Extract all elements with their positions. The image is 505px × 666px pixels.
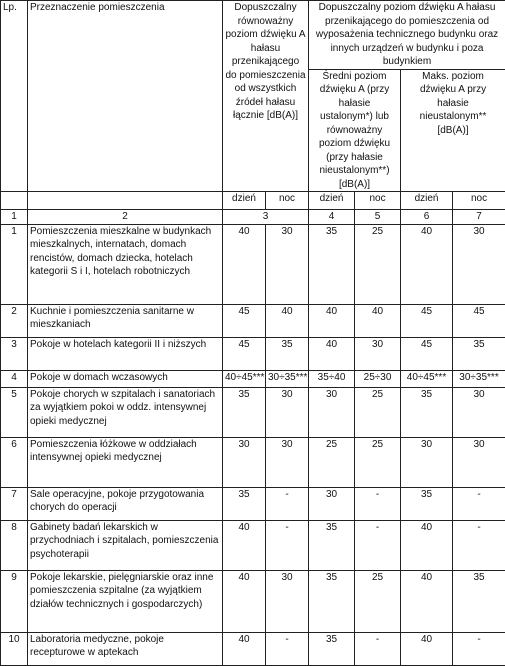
noise-value: 45 bbox=[223, 337, 266, 370]
header-day: dzień bbox=[309, 192, 355, 210]
header-day: dzień bbox=[223, 192, 266, 210]
noise-value: 35 bbox=[453, 337, 505, 370]
table-row bbox=[1, 520, 505, 570]
noise-value: 30 bbox=[309, 487, 355, 520]
noise-value: 25 bbox=[355, 387, 401, 437]
noise-value: 30 bbox=[453, 387, 505, 437]
noise-value: 35 bbox=[266, 337, 309, 370]
noise-value: 40 bbox=[223, 224, 266, 304]
noise-value: 35 bbox=[223, 487, 266, 520]
noise-value: 40 bbox=[266, 304, 309, 337]
noise-value: 40 bbox=[401, 224, 453, 304]
room-purpose: Laboratoria medyczne, pokoje recepturowe w aptekach bbox=[28, 632, 223, 665]
column-number: 5 bbox=[355, 210, 401, 225]
noise-value: 25 bbox=[309, 437, 355, 487]
noise-value: 40 bbox=[401, 632, 453, 665]
table-row bbox=[1, 304, 505, 337]
noise-value: 30 bbox=[401, 437, 453, 487]
header-day: dzień bbox=[401, 192, 453, 210]
room-purpose: Sale operacyjne, pokoje przygotowania chorych do operacji bbox=[28, 487, 223, 520]
noise-value: 35 bbox=[401, 387, 453, 437]
noise-value: 40÷45*** bbox=[401, 370, 453, 387]
noise-value: 30÷35*** bbox=[453, 370, 505, 387]
noise-value: - bbox=[266, 632, 309, 665]
noise-value: - bbox=[355, 520, 401, 570]
row-number: 8 bbox=[1, 520, 28, 570]
noise-value: 30 bbox=[266, 224, 309, 304]
noise-value: 35 bbox=[223, 387, 266, 437]
noise-value: 30 bbox=[266, 437, 309, 487]
column-number: 1 bbox=[1, 210, 28, 225]
room-purpose: Pokoje chorych w szpitalach i sanatoriach za wyjątkiem pokoi w oddz. intensywnej opieki medycznej bbox=[28, 387, 223, 437]
room-purpose: Pokoje w domach wczasowych bbox=[28, 370, 223, 387]
row-number: 6 bbox=[1, 437, 28, 487]
noise-value: 35 bbox=[309, 224, 355, 304]
column-number: 6 bbox=[401, 210, 453, 225]
row-number: 3 bbox=[1, 337, 28, 370]
noise-value: 35 bbox=[309, 570, 355, 632]
table-row bbox=[1, 370, 505, 387]
row-number: 4 bbox=[1, 370, 28, 387]
header-spacer bbox=[1, 192, 28, 210]
noise-value: 45 bbox=[401, 304, 453, 337]
row-number: 10 bbox=[1, 632, 28, 665]
noise-value: - bbox=[266, 487, 309, 520]
table-row bbox=[1, 224, 505, 304]
column-number: 4 bbox=[309, 210, 355, 225]
noise-value: 35 bbox=[309, 632, 355, 665]
noise-value: - bbox=[453, 632, 505, 665]
noise-value: 25 bbox=[355, 570, 401, 632]
header-max-level: Maks. poziom dźwięku A przy hałasie nieustalonym** [dB(A)] bbox=[401, 69, 505, 192]
row-number: 5 bbox=[1, 387, 28, 437]
row-number: 2 bbox=[1, 304, 28, 337]
noise-value: 30 bbox=[355, 337, 401, 370]
noise-value: 25÷30 bbox=[355, 370, 401, 387]
row-number: 9 bbox=[1, 570, 28, 632]
header-equipment-noise: Dopuszczalny poziom dźwięku A hałasu przenikającego do pomieszczenia od wyposażenia technicznego budynku oraz innych urządzeń w budynku i poza budynkiem bbox=[309, 1, 505, 70]
room-purpose: Pomieszczenia mieszkalne w budynkach mieszkalnych, internatach, domach rencistów, domach dziecka, hotelach kategorii S i I, hotelach robotniczych bbox=[28, 224, 223, 304]
header-night: noc bbox=[453, 192, 505, 210]
noise-value: 30 bbox=[453, 224, 505, 304]
noise-value: 45 bbox=[453, 304, 505, 337]
table-row bbox=[1, 437, 505, 487]
header-night: noc bbox=[266, 192, 309, 210]
table-row bbox=[1, 337, 505, 370]
noise-value: 40 bbox=[309, 304, 355, 337]
header-spacer bbox=[28, 192, 223, 210]
noise-value: 30 bbox=[266, 387, 309, 437]
noise-value: - bbox=[355, 632, 401, 665]
room-purpose: Pokoje lekarskie, pielęgniarskie oraz inne pomieszczenia szpitalne (za wyjątkiem działów technicznych i gospodarczych) bbox=[28, 570, 223, 632]
header-average-level: Średni poziom dźwięku A (przy hałasie ustalonym*) lub równoważny poziom dźwięku (przy hałasie nieustalonym**) [dB(A)] bbox=[309, 69, 401, 192]
noise-value: 30 bbox=[223, 437, 266, 487]
noise-value: 45 bbox=[401, 337, 453, 370]
noise-value: - bbox=[266, 520, 309, 570]
noise-value: 25 bbox=[355, 437, 401, 487]
room-purpose: Pomieszczenia łóżkowe w oddziałach intensywnej opieki medycznej bbox=[28, 437, 223, 487]
noise-value: 40 bbox=[309, 337, 355, 370]
column-number: 3 bbox=[223, 210, 309, 225]
noise-value: 35 bbox=[453, 570, 505, 632]
column-number: 2 bbox=[28, 210, 223, 225]
noise-value: 40 bbox=[223, 632, 266, 665]
room-purpose: Kuchnie i pomieszczenia sanitarne w mieszkaniach bbox=[28, 304, 223, 337]
table-row bbox=[1, 632, 505, 665]
row-number: 1 bbox=[1, 224, 28, 304]
noise-value: 30 bbox=[266, 570, 309, 632]
noise-value: 30 bbox=[453, 437, 505, 487]
noise-value: 40 bbox=[401, 570, 453, 632]
noise-value: - bbox=[453, 487, 505, 520]
noise-value: 40 bbox=[223, 570, 266, 632]
table-row bbox=[1, 387, 505, 437]
row-number: 7 bbox=[1, 487, 28, 520]
noise-value: - bbox=[453, 520, 505, 570]
table-row bbox=[1, 570, 505, 632]
noise-value: 35÷40 bbox=[309, 370, 355, 387]
noise-value: - bbox=[355, 487, 401, 520]
noise-value: 40 bbox=[355, 304, 401, 337]
header-room-purpose: Przeznaczenie pomieszczenia bbox=[28, 1, 223, 192]
noise-value: 35 bbox=[401, 487, 453, 520]
noise-value: 40 bbox=[223, 520, 266, 570]
noise-value: 40÷45*** bbox=[223, 370, 266, 387]
header-night: noc bbox=[355, 192, 401, 210]
room-purpose: Pokoje w hotelach kategorii II i niższych bbox=[28, 337, 223, 370]
table-row bbox=[1, 487, 505, 520]
noise-value: 35 bbox=[309, 520, 355, 570]
noise-value: 25 bbox=[355, 224, 401, 304]
header-total-noise: Dopuszczalny równoważny poziom dźwięku A hałasu przenikającego do pomieszczenia od wszystkich źródeł hałasu łącznie [dB(A)] bbox=[223, 1, 309, 192]
noise-value: 30 bbox=[309, 387, 355, 437]
noise-value: 30÷35*** bbox=[266, 370, 309, 387]
noise-value: 40 bbox=[401, 520, 453, 570]
column-number: 7 bbox=[453, 210, 505, 225]
noise-value: 45 bbox=[223, 304, 266, 337]
header-lp: Lp. bbox=[1, 1, 28, 192]
room-purpose: Gabinety badań lekarskich w przychodniach i szpitalach, pomieszczenia psychoterapii bbox=[28, 520, 223, 570]
